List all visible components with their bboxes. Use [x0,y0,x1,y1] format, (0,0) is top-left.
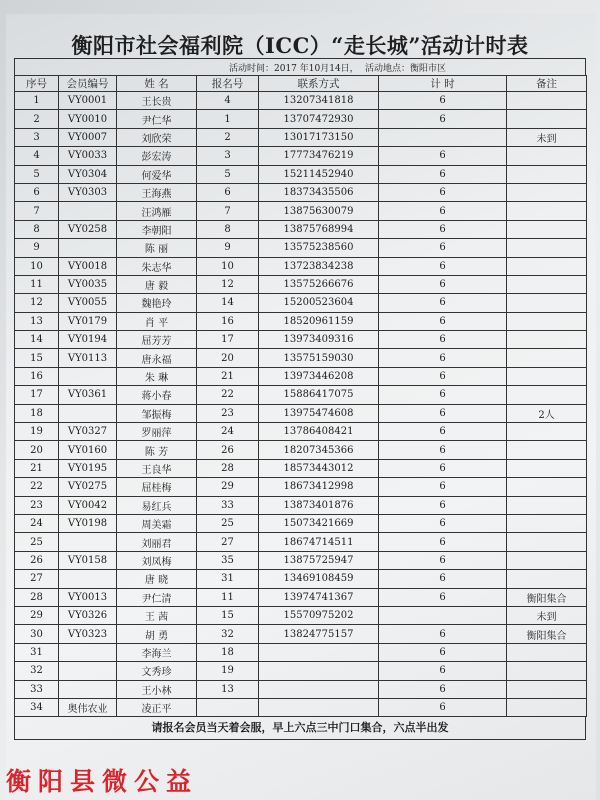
cell-reg-no: 21 [197,367,259,385]
cell-phone: 13575238560 [259,239,379,257]
cell-phone: 13975474608 [259,404,379,422]
cell-remarks [507,312,587,330]
cell-name: 刘欣荣 [117,128,197,146]
cell-member-id [59,367,117,385]
cell-no: 5 [15,165,59,183]
cell-reg-no: 14 [197,294,259,312]
cell-timing: 6 [379,386,507,404]
header-timing: 计 时 [379,76,507,92]
cell-remarks [507,533,587,551]
cell-member-id: VY0303 [59,183,117,201]
cell-timing [379,606,507,624]
cell-timing: 6 [379,551,507,569]
cell-phone [259,698,379,716]
cell-name: 汪鸿雁 [117,202,197,220]
table-row [15,386,587,404]
cell-phone: 15200523604 [259,294,379,312]
cell-remarks [507,662,587,680]
cell-member-id: VY0055 [59,294,117,312]
cell-timing: 6 [379,239,507,257]
cell-remarks: 2人 [507,404,587,422]
cell-timing: 6 [379,625,507,643]
cell-timing: 6 [379,478,507,496]
table-row [15,533,587,551]
cell-reg-no: 31 [197,570,259,588]
cell-reg-no: 22 [197,386,259,404]
table-row [15,349,587,367]
cell-phone: 13575266676 [259,275,379,293]
table-row [15,294,587,312]
activity-time: 活动时间：2017 年10月14日， [229,64,359,74]
table-row [15,551,587,569]
cell-reg-no: 5 [197,165,259,183]
cell-timing: 6 [379,183,507,201]
cell-member-id: VY0113 [59,349,117,367]
cell-remarks [507,92,587,110]
cell-phone: 13875630079 [259,202,379,220]
cell-name: 何爱华 [117,165,197,183]
cell-name: 易红兵 [117,496,197,514]
table-row [15,128,587,146]
table-row [15,423,587,441]
cell-no: 2 [15,110,59,128]
header-no: 序号 [15,76,59,92]
cell-phone: 13017173150 [259,128,379,146]
table-row [15,239,587,257]
cell-name: 陈 芳 [117,441,197,459]
cell-member-id: VY0323 [59,625,117,643]
cell-timing: 6 [379,312,507,330]
cell-no: 27 [15,570,59,588]
cell-reg-no: 24 [197,423,259,441]
cell-phone: 15570975202 [259,606,379,624]
cell-reg-no: 4 [197,92,259,110]
footer-note: 请报名会员当天着会服，早上六点三中门口集合，六点半出发 [14,717,586,740]
activity-meta-row [14,58,586,75]
cell-remarks: 衡阳集合 [507,625,587,643]
cell-reg-no: 13 [197,680,259,698]
cell-phone: 13973409316 [259,331,379,349]
cell-phone [259,680,379,698]
cell-member-id: VY0042 [59,496,117,514]
cell-timing: 6 [379,294,507,312]
cell-remarks [507,496,587,514]
cell-member-id: VY0361 [59,386,117,404]
cell-reg-no: 17 [197,331,259,349]
cell-remarks [507,698,587,716]
cell-phone: 13974741367 [259,588,379,606]
cell-phone: 18673412998 [259,478,379,496]
cell-no: 3 [15,128,59,146]
cell-remarks [507,220,587,238]
cell-reg-no: 1 [197,110,259,128]
cell-remarks [507,514,587,532]
cell-member-id: 奥伟农业 [59,698,117,716]
table-row [15,312,587,330]
cell-reg-no: 28 [197,459,259,477]
cell-name: 罗丽萍 [117,423,197,441]
cell-member-id: VY0018 [59,257,117,275]
cell-remarks [507,349,587,367]
cell-reg-no: 25 [197,514,259,532]
cell-phone: 18373435506 [259,183,379,201]
cell-remarks: 未到 [507,128,587,146]
table-row [15,459,587,477]
cell-name: 王 茜 [117,606,197,624]
cell-remarks [507,147,587,165]
header-reg-no: 报名号 [197,76,259,92]
cell-reg-no: 16 [197,312,259,330]
cell-name: 蒋小春 [117,386,197,404]
cell-reg-no: 2 [197,128,259,146]
cell-reg-no: 19 [197,662,259,680]
table-row [15,404,587,422]
cell-member-id: VY0179 [59,312,117,330]
cell-no: 8 [15,220,59,238]
cell-timing: 6 [379,698,507,716]
cell-phone: 13973446208 [259,367,379,385]
cell-remarks [507,478,587,496]
cell-name: 朱 琳 [117,367,197,385]
cell-phone: 15073421669 [259,514,379,532]
cell-timing: 6 [379,202,507,220]
cell-reg-no: 15 [197,606,259,624]
cell-member-id: VY0035 [59,275,117,293]
cell-name: 唐 毅 [117,275,197,293]
cell-name: 邹振梅 [117,404,197,422]
cell-timing: 6 [379,533,507,551]
timing-table [14,75,587,717]
table-row [15,606,587,624]
cell-reg-no: 33 [197,496,259,514]
cell-member-id: VY0258 [59,220,117,238]
cell-member-id: VY0194 [59,331,117,349]
cell-phone: 18207345366 [259,441,379,459]
table-row [15,441,587,459]
cell-name: 胡 勇 [117,625,197,643]
cell-no: 26 [15,551,59,569]
header-member-id: 会员编号 [59,76,117,92]
cell-member-id: VY0158 [59,551,117,569]
cell-no: 17 [15,386,59,404]
cell-phone: 13707472930 [259,110,379,128]
cell-member-id [59,533,117,551]
cell-name: 王长贵 [117,92,197,110]
cell-remarks [507,275,587,293]
cell-no: 32 [15,662,59,680]
table-row [15,478,587,496]
cell-reg-no: 11 [197,588,259,606]
cell-member-id: VY0198 [59,514,117,532]
cell-timing: 6 [379,570,507,588]
table-row [15,183,587,201]
table-row [15,625,587,643]
cell-no: 29 [15,606,59,624]
cell-name: 陈 丽 [117,239,197,257]
timing-sheet [14,58,586,740]
cell-reg-no: 32 [197,625,259,643]
cell-member-id: VY0013 [59,588,117,606]
cell-timing [379,128,507,146]
cell-member-id [59,680,117,698]
cell-member-id [59,202,117,220]
cell-name: 屈芳芳 [117,331,197,349]
cell-timing: 6 [379,643,507,661]
cell-reg-no: 10 [197,257,259,275]
table-row [15,588,587,606]
cell-remarks [507,257,587,275]
cell-timing: 6 [379,514,507,532]
cell-remarks [507,459,587,477]
cell-no: 19 [15,423,59,441]
cell-no: 15 [15,349,59,367]
table-row [15,257,587,275]
cell-phone: 13875768994 [259,220,379,238]
cell-remarks [507,680,587,698]
cell-timing: 6 [379,275,507,293]
cell-no: 1 [15,92,59,110]
table-body [15,92,587,717]
cell-member-id: VY0033 [59,147,117,165]
cell-no: 25 [15,533,59,551]
cell-member-id: VY0160 [59,441,117,459]
cell-name: 朱志华 [117,257,197,275]
cell-remarks: 未到 [507,606,587,624]
cell-phone: 15886417075 [259,386,379,404]
cell-phone [259,662,379,680]
cell-member-id: VY0007 [59,128,117,146]
cell-name: 李海兰 [117,643,197,661]
cell-reg-no: 9 [197,239,259,257]
cell-timing: 6 [379,257,507,275]
cell-name: 王小林 [117,680,197,698]
page-title: 衡阳市社会福利院（ICC）“走长城”活动计时表 [71,33,529,58]
cell-remarks [507,551,587,569]
cell-reg-no: 35 [197,551,259,569]
cell-name: 王海燕 [117,183,197,201]
header-remarks: 备注 [507,76,587,92]
cell-no: 21 [15,459,59,477]
cell-timing: 6 [379,459,507,477]
cell-remarks [507,294,587,312]
cell-timing: 6 [379,92,507,110]
cell-timing: 6 [379,147,507,165]
activity-place: 活动地点：衡阳市区 [365,64,447,74]
cell-name: 屈桂梅 [117,478,197,496]
cell-timing: 6 [379,165,507,183]
cell-name: 王良华 [117,459,197,477]
cell-reg-no: 27 [197,533,259,551]
cell-reg-no: 18 [197,643,259,661]
cell-timing: 6 [379,496,507,514]
table-row [15,147,587,165]
table-row [15,698,587,716]
cell-remarks [507,570,587,588]
cell-name: 彭宏涛 [117,147,197,165]
cell-remarks [507,367,587,385]
cell-no: 20 [15,441,59,459]
cell-phone: 18674714511 [259,533,379,551]
cell-no: 4 [15,147,59,165]
cell-reg-no: 29 [197,478,259,496]
cell-no: 10 [15,257,59,275]
header-contact: 联系方式 [259,76,379,92]
cell-no: 23 [15,496,59,514]
cell-phone: 13723834238 [259,257,379,275]
table-row [15,662,587,680]
cell-remarks [507,441,587,459]
cell-member-id: VY0010 [59,110,117,128]
cell-timing: 6 [379,662,507,680]
cell-remarks: 衡阳集合 [507,588,587,606]
cell-phone: 18520961159 [259,312,379,330]
cell-member-id [59,239,117,257]
cell-timing: 6 [379,110,507,128]
cell-name: 李朝阳 [117,220,197,238]
table-row [15,514,587,532]
table-row [15,570,587,588]
table-header-row [15,76,587,92]
table-row [15,92,587,110]
table-row [15,496,587,514]
cell-name: 肖 平 [117,312,197,330]
cell-name: 凌正平 [117,698,197,716]
cell-no: 33 [15,680,59,698]
cell-remarks [507,331,587,349]
table-row [15,202,587,220]
cell-no: 16 [15,367,59,385]
cell-no: 13 [15,312,59,330]
cell-reg-no [197,698,259,716]
cell-remarks [507,110,587,128]
cell-timing: 6 [379,220,507,238]
cell-remarks [507,183,587,201]
cell-reg-no: 7 [197,202,259,220]
cell-reg-no: 20 [197,349,259,367]
table-row [15,220,587,238]
cell-reg-no: 8 [197,220,259,238]
cell-name: 文秀珍 [117,662,197,680]
cell-member-id: VY0304 [59,165,117,183]
header-name: 姓 名 [117,76,197,92]
cell-remarks [507,239,587,257]
cell-phone: 13575159030 [259,349,379,367]
cell-no: 18 [15,404,59,422]
cell-reg-no: 3 [197,147,259,165]
cell-timing: 6 [379,680,507,698]
cell-member-id [59,643,117,661]
cell-member-id: VY0195 [59,459,117,477]
cell-phone: 13207341818 [259,92,379,110]
cell-timing: 6 [379,441,507,459]
cell-no: 34 [15,698,59,716]
cell-no: 6 [15,183,59,201]
cell-member-id: VY0275 [59,478,117,496]
cell-member-id [59,404,117,422]
cell-name: 周美霜 [117,514,197,532]
cell-name: 唐永福 [117,349,197,367]
cell-no: 14 [15,331,59,349]
cell-name: 刘丽君 [117,533,197,551]
cell-timing: 6 [379,331,507,349]
cell-phone: 13873401876 [259,496,379,514]
table-row [15,275,587,293]
cell-name: 唐 晓 [117,570,197,588]
cell-name: 刘凤梅 [117,551,197,569]
cell-reg-no: 23 [197,404,259,422]
cell-name: 尹仁华 [117,110,197,128]
cell-member-id: VY0001 [59,92,117,110]
cell-reg-no: 6 [197,183,259,201]
cell-no: 7 [15,202,59,220]
cell-no: 31 [15,643,59,661]
cell-phone: 13469108459 [259,570,379,588]
cell-phone: 13875725947 [259,551,379,569]
cell-timing: 6 [379,404,507,422]
cell-remarks [507,423,587,441]
cell-reg-no: 26 [197,441,259,459]
cell-no: 28 [15,588,59,606]
table-row [15,331,587,349]
cell-timing: 6 [379,367,507,385]
cell-remarks [507,202,587,220]
cell-name: 尹仁清 [117,588,197,606]
cell-no: 12 [15,294,59,312]
cell-member-id [59,662,117,680]
cell-remarks [507,386,587,404]
table-row [15,165,587,183]
cell-phone: 17773476219 [259,147,379,165]
cell-remarks [507,643,587,661]
cell-phone [259,643,379,661]
watermark-text: 衡阳县微公益 [6,767,199,796]
cell-remarks [507,165,587,183]
cell-timing: 6 [379,588,507,606]
cell-member-id [59,570,117,588]
table-row [15,110,587,128]
cell-no: 11 [15,275,59,293]
cell-phone: 13786408421 [259,423,379,441]
table-row [15,367,587,385]
cell-member-id: VY0327 [59,423,117,441]
cell-reg-no: 12 [197,275,259,293]
cell-no: 9 [15,239,59,257]
cell-no: 24 [15,514,59,532]
table-row [15,643,587,661]
cell-name: 魏艳玲 [117,294,197,312]
cell-timing: 6 [379,423,507,441]
cell-phone: 15211452940 [259,165,379,183]
cell-no: 30 [15,625,59,643]
cell-phone: 18573443012 [259,459,379,477]
table-row [15,680,587,698]
cell-no: 22 [15,478,59,496]
cell-phone: 13824775157 [259,625,379,643]
cell-member-id: VY0326 [59,606,117,624]
cell-timing: 6 [379,349,507,367]
